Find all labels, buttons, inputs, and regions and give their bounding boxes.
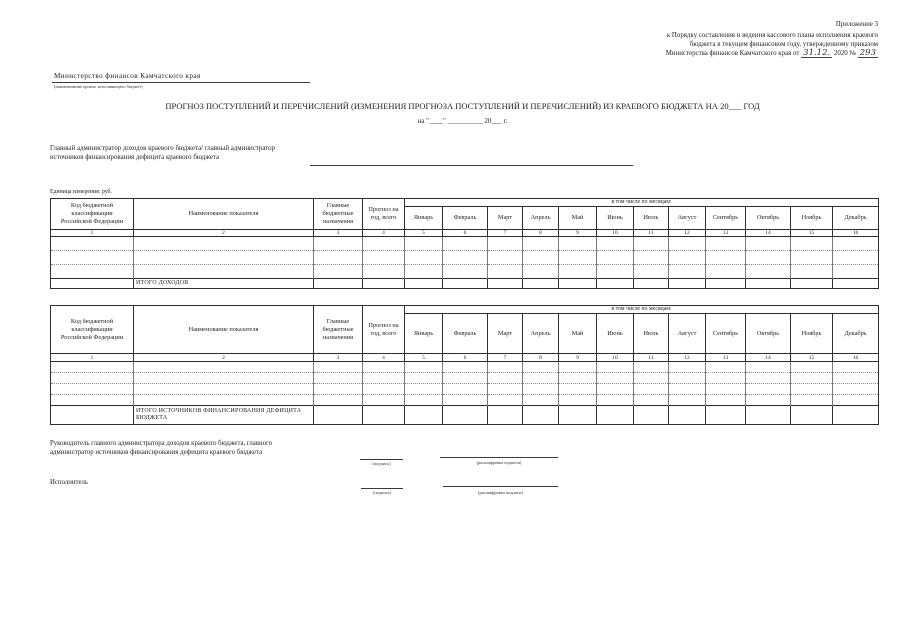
table-cell: [559, 406, 597, 425]
table-header: [51, 306, 879, 354]
head-signature-label: [50, 439, 272, 457]
column-number: 4: [363, 354, 405, 362]
table-cell: [669, 265, 706, 279]
handwritten-order-date: 31.12.: [803, 48, 831, 58]
table-cell: [134, 265, 314, 279]
month-header: Декабрь: [833, 314, 879, 354]
table-cell: [669, 279, 706, 289]
table-row: [51, 265, 879, 279]
table-cell: [634, 395, 669, 406]
table-cell: [559, 251, 597, 265]
table-cell: [706, 362, 746, 373]
table-cell: [791, 362, 833, 373]
revenue-forecast-table: [50, 198, 879, 289]
table-cell: [134, 251, 314, 265]
table-cell: [488, 265, 523, 279]
head-signature-line: Руководитель главного администратора доходов краевого бюджета, главного: [50, 440, 273, 447]
column-number: 10: [597, 354, 634, 362]
month-header: Октябрь: [746, 207, 791, 230]
header-assignments-line: бюджетные: [322, 325, 354, 333]
table-cell: [314, 279, 363, 289]
header-assignments-line: Главные: [326, 202, 350, 209]
column-number: 5: [405, 354, 443, 362]
table-cell: [706, 279, 746, 289]
table-row: [51, 395, 879, 406]
table-cell: [51, 395, 134, 406]
column-number: 7: [488, 230, 523, 237]
table-cell: [706, 384, 746, 395]
table-cell: [363, 373, 405, 384]
month-header: Апрель: [523, 207, 559, 230]
month-header: Май: [559, 314, 597, 354]
column-number: 8: [523, 354, 559, 362]
table-cell: [363, 384, 405, 395]
table-cell: [314, 373, 363, 384]
total-label-line: ИТОГО ДОХОДОВ: [136, 280, 189, 286]
column-number: 5: [405, 230, 443, 237]
column-numbers-row: [51, 230, 879, 237]
table-cell: [488, 384, 523, 395]
column-number: 7: [488, 354, 523, 362]
executor-signature-rule: [361, 488, 403, 489]
total-label: [134, 406, 314, 425]
table-cell: [314, 406, 363, 425]
head-name-caption: (расшифровка подписи): [476, 460, 522, 465]
document-title: ПРОГНОЗ ПОСТУПЛЕНИЙ И ПЕРЕЧИСЛЕНИЙ (ИЗМЕНЕНИЯ ПРОГНОЗА ПОСТУПЛЕНИЙ И ПЕРЕЧИСЛЕНИЙ) ИЗ КРАЕВОГО БЮДЖЕТА НА 20___ ГОД: [165, 101, 760, 111]
table-cell: [833, 384, 879, 395]
deficit-sources-forecast-table: [50, 305, 879, 425]
table-cell: [597, 265, 634, 279]
organization-caption: (наименование органа, исполняющего бюджет): [54, 84, 143, 89]
table-cell: [597, 406, 634, 425]
column-number: 9: [559, 354, 597, 362]
table-cell: [363, 395, 405, 406]
month-header: Май: [559, 207, 597, 230]
table-cell: [791, 279, 833, 289]
table-row: [51, 362, 879, 373]
table-cell: [597, 279, 634, 289]
table-cell: [523, 406, 559, 425]
table-cell: [363, 265, 405, 279]
table-cell: [746, 384, 791, 395]
table-cell: [746, 251, 791, 265]
month-header: Март: [488, 314, 523, 354]
table-cell: [443, 384, 488, 395]
table-cell: [597, 362, 634, 373]
table-cell: [443, 395, 488, 406]
table-cell: [669, 362, 706, 373]
column-number: 4: [363, 230, 405, 237]
table-cell: [51, 237, 134, 251]
table-cell: [523, 251, 559, 265]
header-code-line: Российской Федерации: [60, 333, 124, 341]
table-cell: [597, 384, 634, 395]
table-cell: [746, 265, 791, 279]
column-number: 8: [523, 230, 559, 237]
month-header: Ноябрь: [791, 314, 833, 354]
table-cell: [523, 395, 559, 406]
table-cell: [634, 237, 669, 251]
total-label-line: БЮДЖЕТА: [136, 415, 168, 421]
executor-name-caption: (расшифровка подписи): [478, 490, 523, 495]
administrator-label-line: источников финансирования дефицита краевого бюджета: [50, 154, 220, 161]
table-cell: [314, 265, 363, 279]
table-cell: [597, 395, 634, 406]
column-number: 2: [134, 354, 314, 362]
table-cell: [746, 279, 791, 289]
table-cell: [706, 395, 746, 406]
table-cell: [669, 406, 706, 425]
document-date-line: на "____" __________ 20___ г.: [417, 117, 508, 125]
table-cell: [443, 237, 488, 251]
executor-signature-caption: (подпись): [372, 490, 392, 495]
table-cell: [706, 373, 746, 384]
table-cell: [746, 373, 791, 384]
table-cell: [314, 362, 363, 373]
table-cell: [669, 384, 706, 395]
table-cell: [405, 265, 443, 279]
table-cell: [559, 373, 597, 384]
column-numbers-row: [51, 354, 879, 362]
month-header: Сентябрь: [706, 314, 746, 354]
handwritten-order-number: 293: [859, 48, 876, 58]
header-forecast-line: Прогноз на: [368, 206, 399, 213]
table-cell: [405, 362, 443, 373]
table-cell: [488, 395, 523, 406]
month-header: Апрель: [523, 314, 559, 354]
table-cell: [523, 362, 559, 373]
month-header: Июнь: [597, 207, 634, 230]
table-cell: [51, 279, 134, 289]
table-cell: [833, 373, 879, 384]
column-number: 9: [559, 230, 597, 237]
month-header: Февраль: [443, 207, 488, 230]
month-header: Июль: [634, 314, 669, 354]
table-cell: [833, 279, 879, 289]
table-cell: [488, 237, 523, 251]
organization-underline: [52, 82, 310, 83]
table-cell: [134, 362, 314, 373]
header-code-line: Код бюджетной: [70, 202, 114, 209]
header-name: Наименование показателя: [134, 306, 314, 354]
table-cell: [706, 237, 746, 251]
table-cell: [51, 406, 134, 425]
table-cell: [791, 384, 833, 395]
column-number: 1: [51, 230, 134, 237]
column-number: 3: [314, 354, 363, 362]
appendix-order-prefix: Министерства финансов Камчатского края от: [665, 50, 800, 57]
table-cell: [559, 237, 597, 251]
total-label-line: ИТОГО ИСТОЧНИКОВ ФИНАНСИРОВАНИЯ ДЕФИЦИТА: [136, 408, 302, 414]
table-cell: [314, 251, 363, 265]
table-body: [51, 354, 879, 425]
table-cell: [706, 265, 746, 279]
month-header: Август: [669, 314, 706, 354]
table-cell: [363, 406, 405, 425]
table-cell: [134, 384, 314, 395]
table-cell: [405, 395, 443, 406]
column-number: 13: [706, 230, 746, 237]
table-cell: [488, 406, 523, 425]
header-assignments-line: Главные: [326, 317, 350, 325]
table-cell: [51, 265, 134, 279]
table-cell: [314, 237, 363, 251]
table-cell: [669, 237, 706, 251]
head-signature-rule: [360, 459, 403, 460]
column-number: 1: [51, 354, 134, 362]
table-row: [51, 373, 879, 384]
table-cell: [669, 251, 706, 265]
table-cell: [833, 265, 879, 279]
table-cell: [669, 395, 706, 406]
table-cell: [314, 395, 363, 406]
column-number: 14: [746, 230, 791, 237]
month-header: Июль: [634, 207, 669, 230]
table-cell: [634, 384, 669, 395]
table-cell: [443, 279, 488, 289]
appendix-number-sign: №: [849, 50, 857, 57]
table-cell: [634, 373, 669, 384]
table-cell: [134, 237, 314, 251]
month-header: Февраль: [443, 314, 488, 354]
table-cell: [51, 373, 134, 384]
column-number: 6: [443, 230, 488, 237]
table-cell: [523, 384, 559, 395]
table-cell: [363, 362, 405, 373]
header-code: [51, 199, 134, 230]
column-number: 16: [833, 230, 879, 237]
table-cell: [791, 406, 833, 425]
table-cell: [51, 362, 134, 373]
table-cell: [746, 237, 791, 251]
header-row-main: [51, 306, 879, 314]
total-row: [51, 279, 879, 289]
table-cell: [443, 265, 488, 279]
header-forecast-line: Прогноз на: [368, 321, 399, 329]
table-cell: [669, 373, 706, 384]
total-row: [51, 406, 879, 425]
column-number: 12: [669, 230, 706, 237]
table-cell: [706, 406, 746, 425]
table-cell: [634, 265, 669, 279]
table-cell: [134, 373, 314, 384]
administrator-label: [50, 144, 275, 162]
table-cell: [791, 265, 833, 279]
table-cell: [833, 395, 879, 406]
table-cell: [597, 373, 634, 384]
header-assignments-line: бюджетные: [322, 210, 354, 217]
column-number: 6: [443, 354, 488, 362]
header-assignments: [314, 306, 363, 354]
table-cell: [634, 406, 669, 425]
header-assignments: [314, 199, 363, 230]
table-cell: [405, 406, 443, 425]
table-cell: [634, 251, 669, 265]
table-cell: [134, 395, 314, 406]
table-cell: [405, 373, 443, 384]
table-cell: [523, 237, 559, 251]
header-assignments-line: назначения: [322, 333, 354, 341]
table-cell: [363, 251, 405, 265]
month-header: Ноябрь: [791, 207, 833, 230]
column-number: 16: [833, 354, 879, 362]
header-code-line: Российской Федерации: [60, 218, 124, 225]
header-forecast-line: год, всего: [370, 329, 397, 337]
column-number: 15: [791, 354, 833, 362]
month-header: Сентябрь: [706, 207, 746, 230]
header-forecast: [363, 306, 405, 354]
executor-name-rule: [443, 486, 558, 487]
table-cell: [443, 406, 488, 425]
table-cell: [405, 237, 443, 251]
head-name-rule: [440, 457, 558, 458]
table-cell: [443, 362, 488, 373]
table-body: [51, 230, 879, 289]
table-cell: [51, 251, 134, 265]
table-cell: [833, 362, 879, 373]
table-cell: [363, 279, 405, 289]
head-signature-caption: (подпись): [372, 461, 391, 466]
table-cell: [746, 362, 791, 373]
table-row: [51, 237, 879, 251]
month-header: Январь: [405, 207, 443, 230]
table-cell: [597, 237, 634, 251]
table-cell: [405, 251, 443, 265]
header-forecast-line: год, всего: [370, 214, 397, 221]
header-months-group: в том числе по месяцам:: [405, 306, 879, 314]
table-cell: [706, 251, 746, 265]
column-number: 14: [746, 354, 791, 362]
table-cell: [523, 373, 559, 384]
table-cell: [634, 362, 669, 373]
table-cell: [597, 251, 634, 265]
month-header: Август: [669, 207, 706, 230]
appendix-line: бюджета в текущем финансовом году, утвержденному приказом: [689, 41, 878, 48]
column-number: 11: [634, 354, 669, 362]
column-number: 11: [634, 230, 669, 237]
appendix-order-line: [666, 49, 878, 58]
table-row: [51, 384, 879, 395]
table-cell: [791, 251, 833, 265]
table-cell: [523, 265, 559, 279]
month-header: Декабрь: [833, 207, 879, 230]
administrator-label-line: Главный администратор доходов краевого бюджета/ главный администратор: [50, 145, 276, 152]
table-cell: [488, 251, 523, 265]
header-months-group: в том числе по месяцам:: [405, 199, 879, 207]
table-cell: [559, 384, 597, 395]
column-number: 10: [597, 230, 634, 237]
table-cell: [405, 384, 443, 395]
header-code-line: классификации: [71, 210, 113, 217]
table-cell: [488, 373, 523, 384]
header-code-line: классификации: [71, 325, 113, 333]
month-header: Июнь: [597, 314, 634, 354]
column-number: 2: [134, 230, 314, 237]
header-assignments-line: назначения: [322, 218, 354, 225]
table-cell: [51, 384, 134, 395]
unit-of-measure: Единица измерения: руб.: [50, 189, 112, 195]
table-cell: [559, 279, 597, 289]
table-cell: [791, 395, 833, 406]
table-header: [51, 199, 879, 230]
table-cell: [488, 279, 523, 289]
appendix-order-year: 2020: [833, 50, 848, 57]
table-cell: [833, 237, 879, 251]
appendix-note: [666, 20, 878, 58]
table-cell: [488, 362, 523, 373]
table-cell: [746, 395, 791, 406]
table-cell: [443, 373, 488, 384]
table-cell: [405, 279, 443, 289]
header-row-main: [51, 199, 879, 207]
table-cell: [791, 373, 833, 384]
table-cell: [523, 279, 559, 289]
header-name: Наименование показателя: [134, 199, 314, 230]
executor-label: Исполнитель: [50, 479, 89, 486]
table-cell: [833, 251, 879, 265]
column-number: 3: [314, 230, 363, 237]
table-row: [51, 251, 879, 265]
table-cell: [559, 395, 597, 406]
column-number: 13: [706, 354, 746, 362]
header-code-line: Код бюджетной: [70, 317, 114, 325]
organization-name: Министерство финансов Камчатского края: [54, 72, 201, 80]
table-cell: [746, 406, 791, 425]
table-cell: [443, 251, 488, 265]
table-cell: [363, 237, 405, 251]
column-number: 15: [791, 230, 833, 237]
column-number: 12: [669, 354, 706, 362]
header-code: [51, 306, 134, 354]
head-signature-line: администратор источников финансирования дефицита краевого бюджета: [50, 449, 263, 456]
month-header: Октябрь: [746, 314, 791, 354]
table-cell: [634, 279, 669, 289]
table-cell: [559, 362, 597, 373]
appendix-title: Приложение 3: [835, 21, 878, 28]
header-forecast: [363, 199, 405, 230]
appendix-line: к Порядку составления и ведения кассового плана исполнения краевого: [666, 32, 878, 39]
month-header: Март: [488, 207, 523, 230]
administrator-underline: [310, 165, 633, 166]
table-cell: [314, 384, 363, 395]
table-cell: [833, 406, 879, 425]
total-label: [134, 279, 314, 289]
table-cell: [791, 237, 833, 251]
table-cell: [559, 265, 597, 279]
month-header: Январь: [405, 314, 443, 354]
